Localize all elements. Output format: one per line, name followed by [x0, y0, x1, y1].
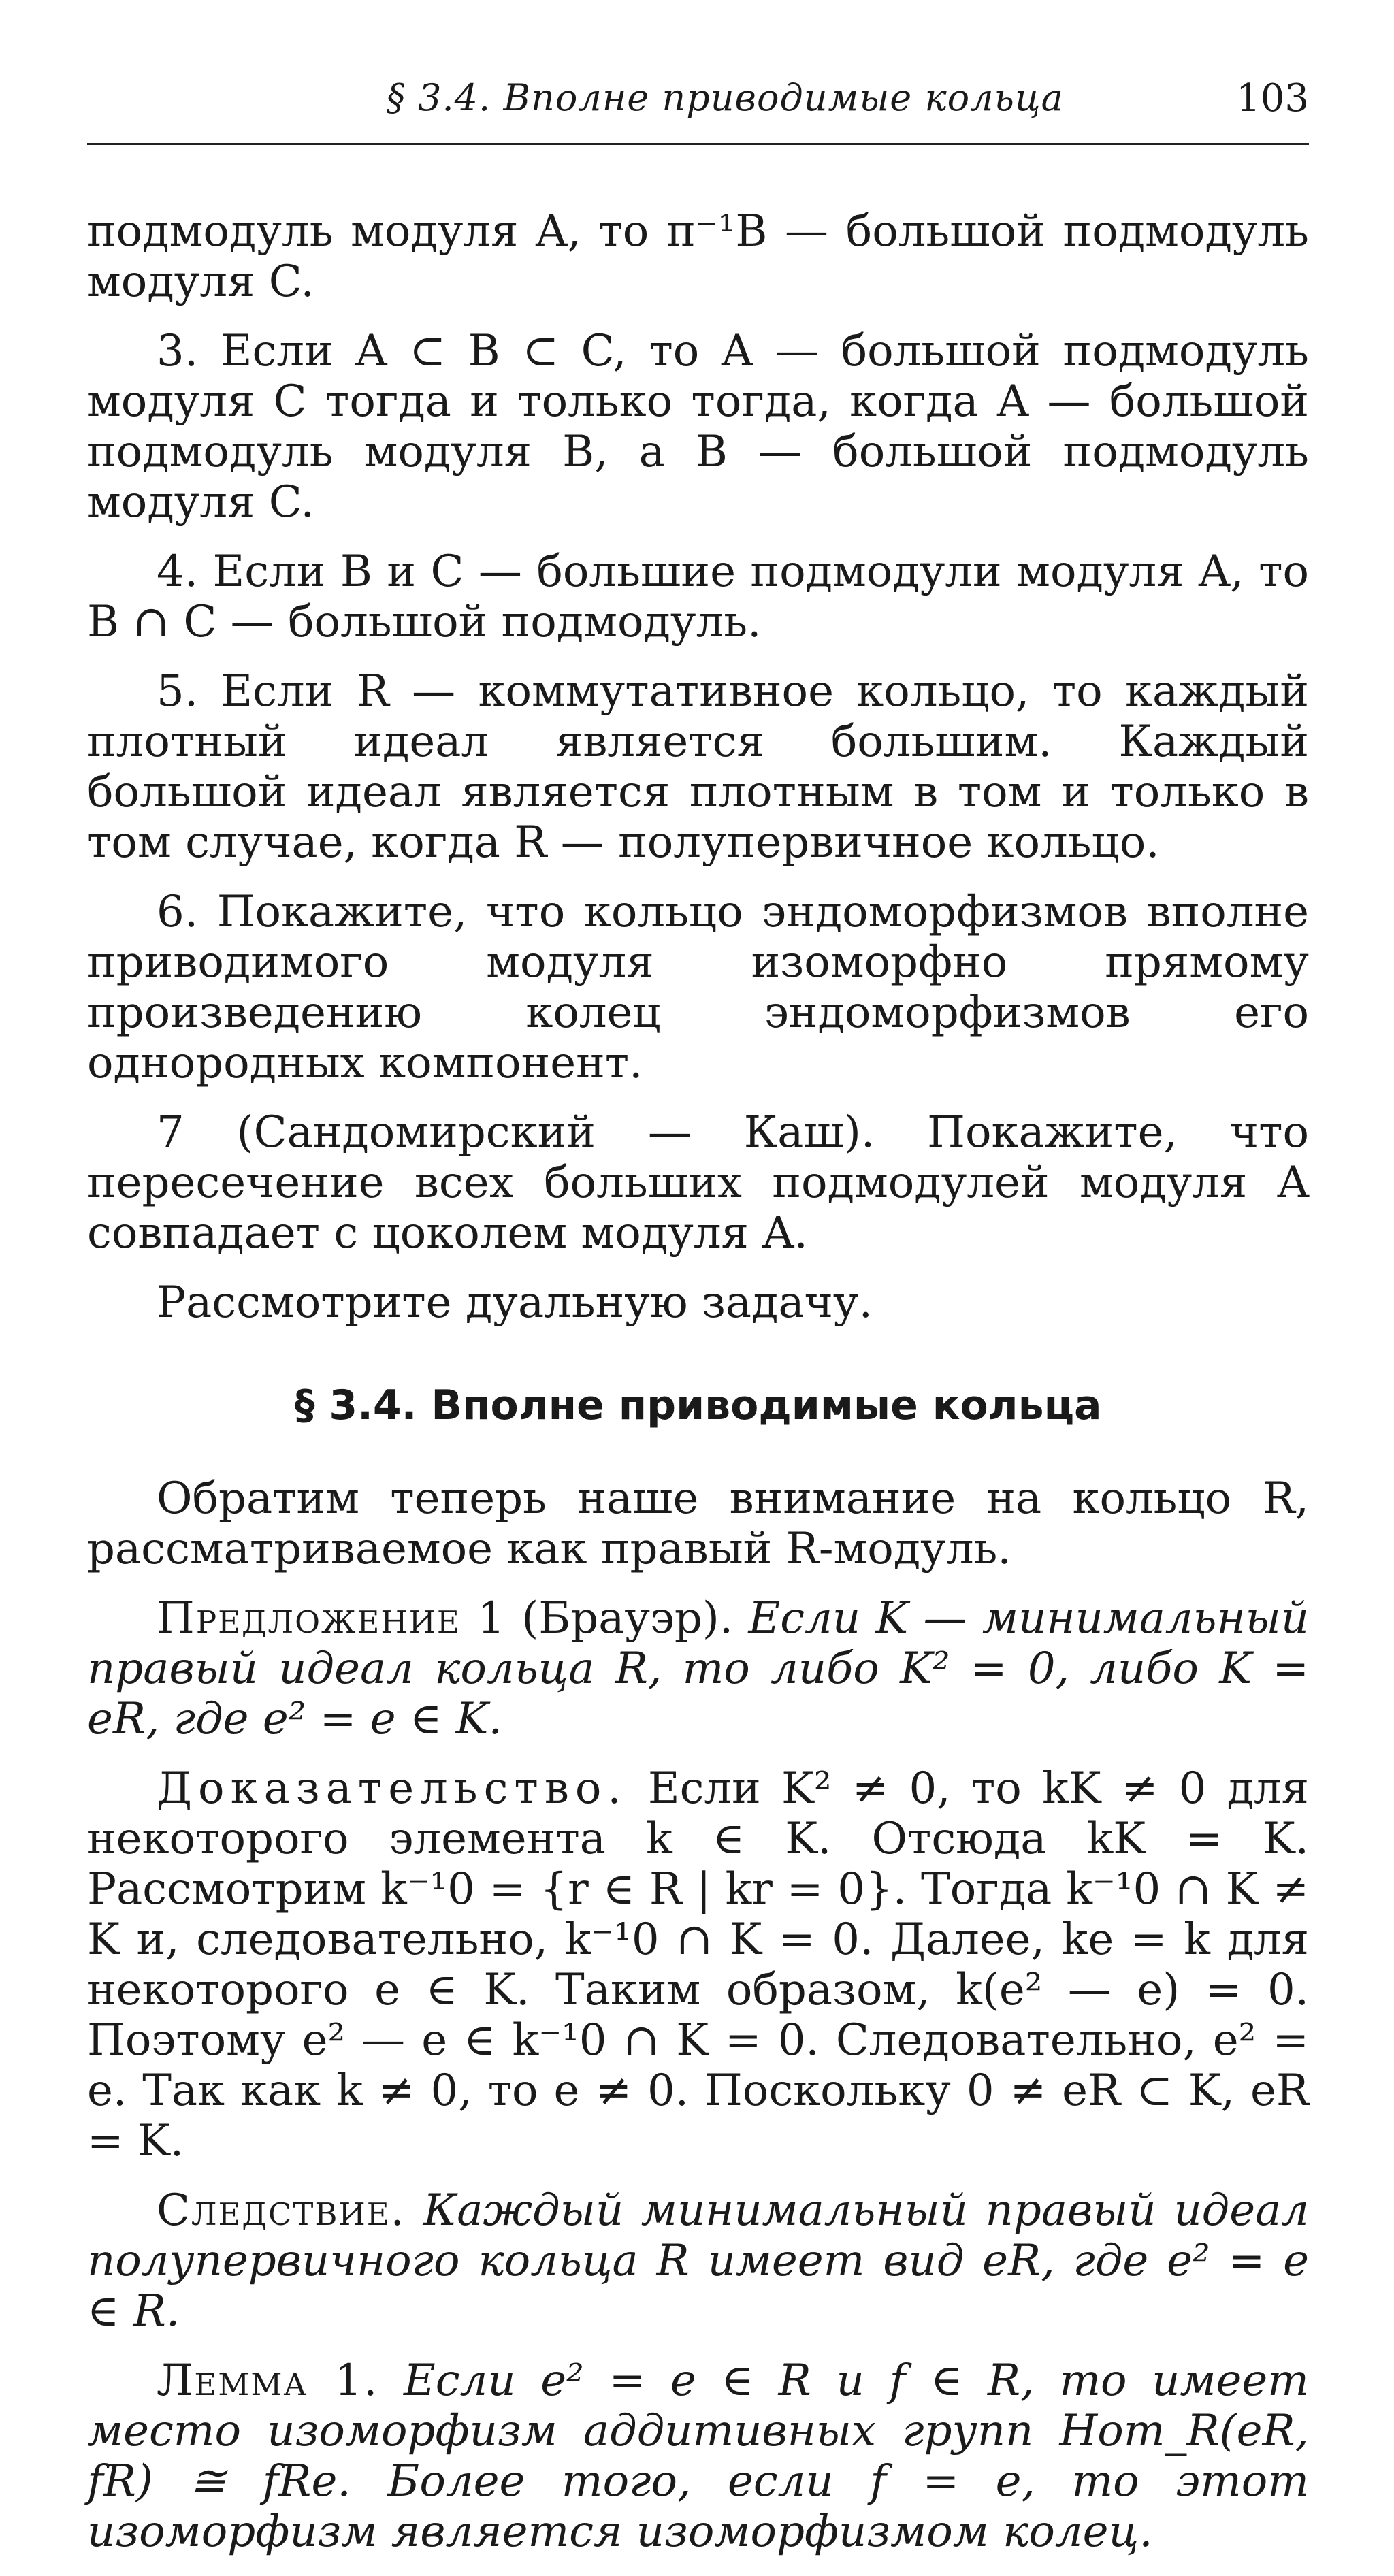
exercise-4: 4. Если B и C — большие подмодули модуля A, то B ∩ C — большой подмодуль. — [87, 547, 1309, 647]
exercise-6: 6. Покажите, что кольцо эндоморфизмов вполне приводимого модуля изоморфно прямому произведению колец эндоморфизмов его однородных компонент. — [87, 887, 1309, 1088]
proposition-label: Предложение 1 — [157, 1593, 506, 1644]
exercise-7: 7 (Сандомирский — Каш). Покажите, что пересечение всех больших подмодулей модуля A совпадает с цоколем модуля A. — [87, 1107, 1309, 1258]
lemma-1 — [87, 2355, 1309, 2557]
continuation-text: подмодуль модуля A, то π⁻¹B — большой подмодуль модуля C. — [87, 206, 1309, 307]
running-head — [87, 61, 1309, 145]
proof-text: Если K² ≠ 0, то kK ≠ 0 для некоторого элемента k ∈ K. Отсюда kK = K. Рассмотрим k⁻¹0 = {r ∈ R | kr = 0}. Тогда k⁻¹0 ∩ K ≠ K и, следовательно, k⁻¹0 ∩ K = 0. Далее, ke = k для некоторого e ∈ K. Таким образом, k(e² — e) = 0. Поэтому e² — e ∈ k⁻¹0 ∩ K = 0. Следовательно, e² = e. Так как k ≠ 0, то e ≠ 0. Поскольку 0 ≠ eR ⊂ K, eR = K. — [87, 1763, 1309, 2166]
proposition-statement: Если K — минимальный правый идеал кольца R, то либо K² = 0, либо K = eR, где e² = e ∈ K. — [87, 1593, 1309, 1744]
lemma-label: Лемма 1. — [157, 2355, 379, 2406]
book-page — [87, 61, 1309, 2576]
proof — [87, 1763, 1309, 2166]
proposition-1 — [87, 1593, 1309, 1744]
running-title: § 3.4. Вполне приводимые кольца — [387, 76, 1064, 119]
page-number: 103 — [1236, 76, 1309, 120]
section-heading: § 3.4. Вполне приводимые кольца — [294, 1382, 1102, 1429]
corollary — [87, 2185, 1309, 2336]
lemma-statement: Если e² = e ∈ R и f ∈ R, то имеет место изоморфизм аддитивных групп Hom_R(eR, fR) ≅ fRe. Более того, если f = e, то этот изоморфизм является изоморфизмом колец. — [87, 2355, 1309, 2557]
corollary-statement: Каждый минимальный правый идеал полупервичного кольца R имеет вид eR, где e² = e ∈ R. — [87, 2185, 1309, 2336]
exercise-3: 3. Если A ⊂ B ⊂ C, то A — большой подмодуль модуля C тогда и только тогда, когда A — большой подмодуль модуля B, а B — большой подмодуль модуля C. — [87, 326, 1310, 527]
proof-label: Доказательство. — [157, 1763, 628, 1814]
section-intro: Обратим теперь наше внимание на кольцо R, рассматриваемое как правый R-модуль. — [87, 1473, 1309, 1574]
proposition-attribution: (Брауэр). — [506, 1593, 749, 1644]
dual-task-note: Рассмотрите дуальную задачу. — [157, 1277, 873, 1328]
corollary-label: Следствие. — [157, 2185, 406, 2236]
exercise-5: 5. Если R — коммутативное кольцо, то каждый плотный идеал является большим. Каждый большой идеал является плотным в том и только в том случае, когда R — полупервичное кольцо. — [87, 666, 1309, 868]
